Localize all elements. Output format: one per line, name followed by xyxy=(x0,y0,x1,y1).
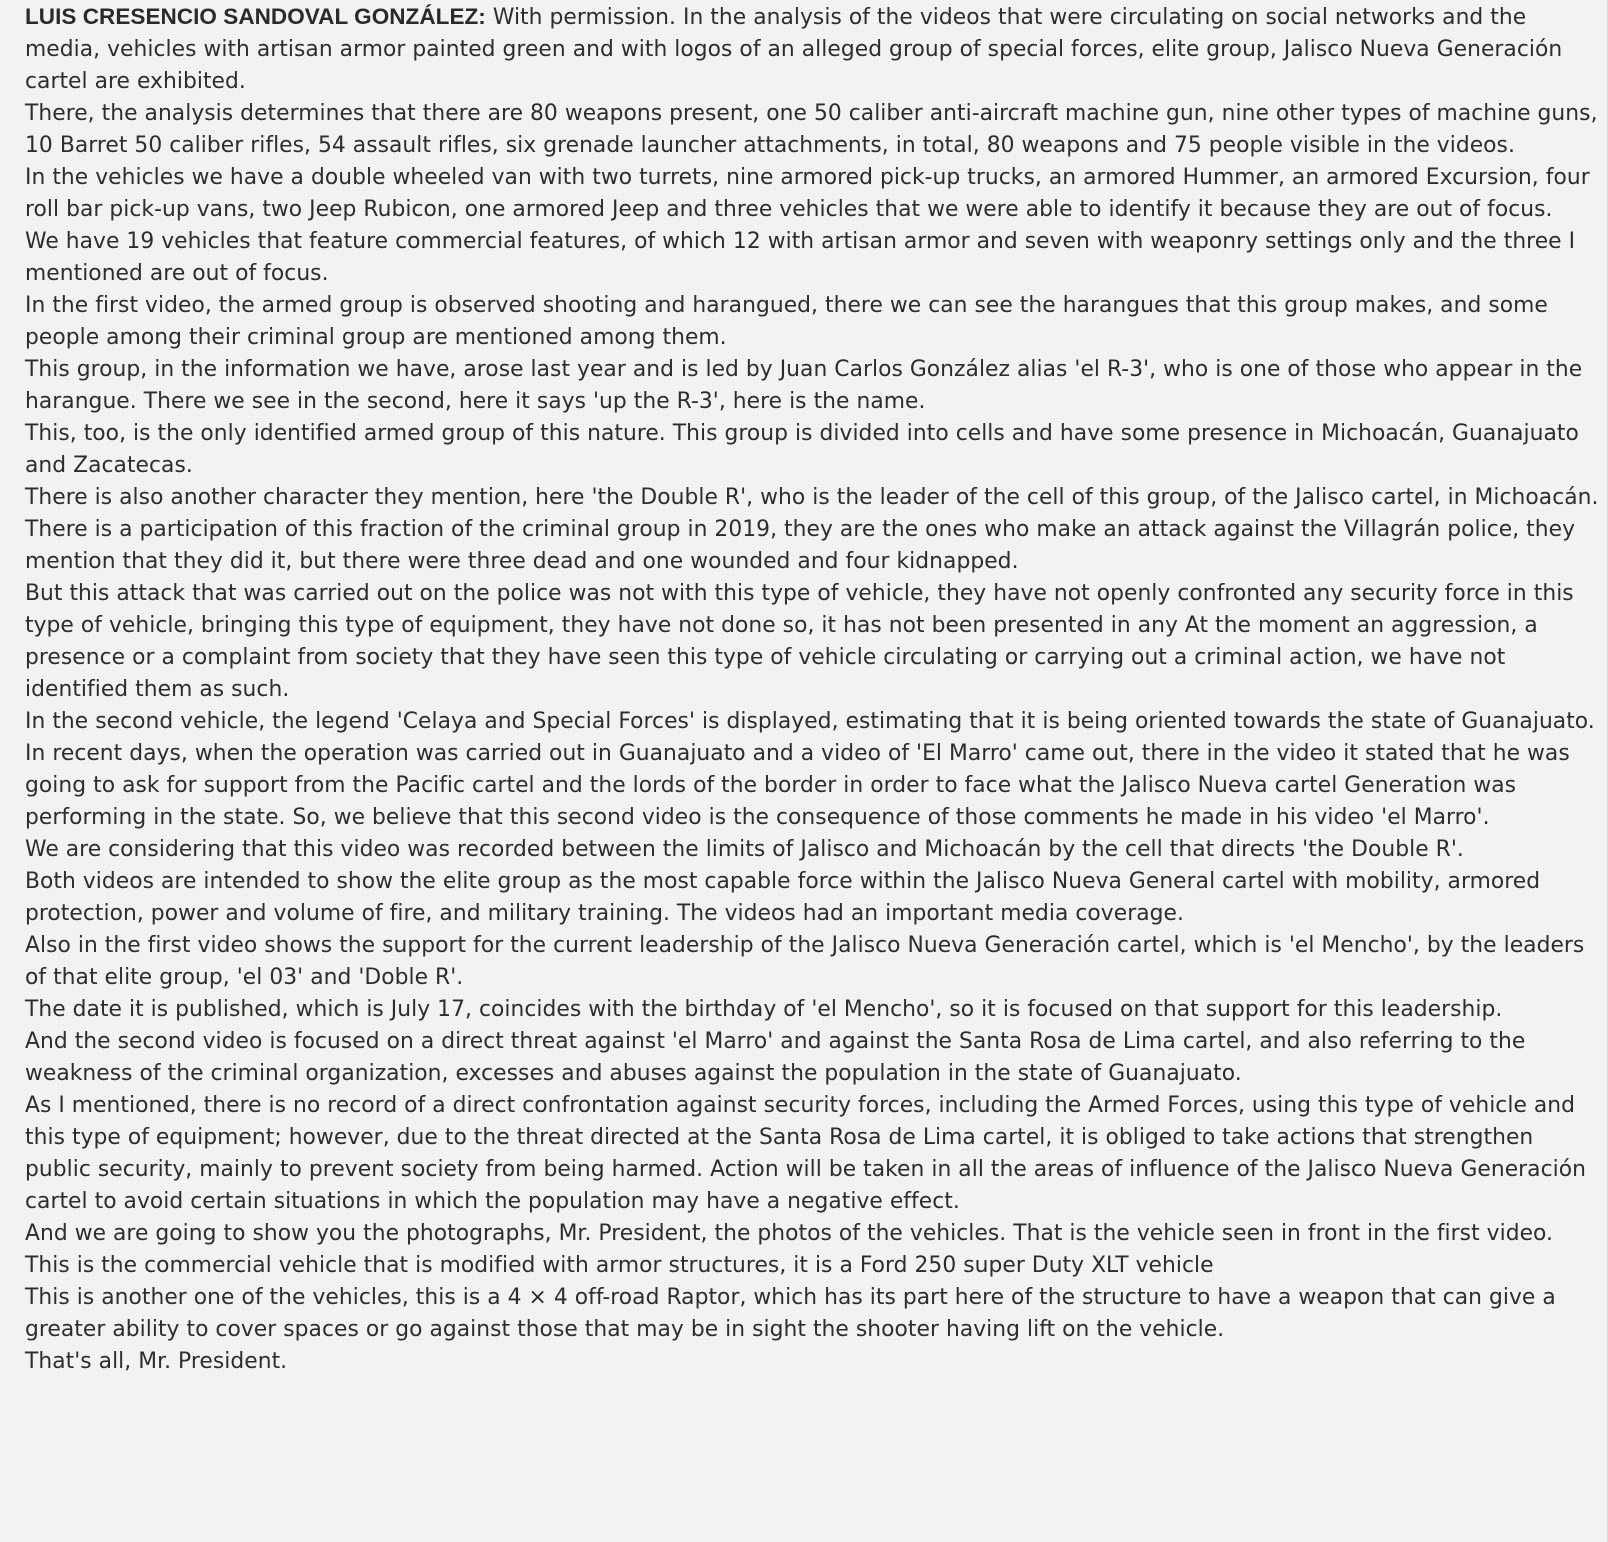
paragraph-5: In the first video, the armed group is observed shooting and harangued, there we can see the harangues that this group makes, and some people among their criminal group are mentioned among them. xyxy=(25,293,1548,350)
paragraph-20: This is another one of the vehicles, this is a 4 × 4 off-road Raptor, which has its part here of the structure to have a weapon that can give a greater ability to cover spaces or go against those that may be in sight the shooter having lift on the vehicle. xyxy=(25,1285,1556,1342)
paragraph-2: There, the analysis determines that there are 80 weapons present, one 50 caliber anti-aircraft machine gun, nine other types of machine guns, 10 Barret 50 caliber rifles, 54 assault rifles, six grenade launcher attachments, in total, 80 weapons and 75 people visible in the videos. xyxy=(25,101,1598,158)
paragraph-text: With permission. In the analysis of the videos that were circulating on social networks and the media, vehicles with artisan armor painted green and with logos of an alleged group of special forces, elite group, Jalisco Nueva Generación cartel are exhibited. xyxy=(25,5,1563,94)
paragraph-9: There is a participation of this fraction of the criminal group in 2019, they are the ones who make an attack against the Villagrán police, they mention that they did it, but there were three dead and one wounded and four kidnapped. xyxy=(25,517,1576,574)
paragraph-8: There is also another character they mention, here 'the Double R', who is the leader of the cell of this group, of the Jalisco cartel, in Michoacán. xyxy=(25,485,1599,510)
paragraph-17: And the second video is focused on a direct threat against 'el Marro' and against the Santa Rosa de Lima cartel, and also referring to the weakness of the criminal organization, excesses and abuses against the population in the state of Guanajuato. xyxy=(25,1029,1526,1086)
paragraph-10: But this attack that was carried out on the police was not with this type of vehicle, they have not openly confronted any security force in this type of vehicle, bringing this type of equipment, they have not done so, it has not been presented in any At the moment an aggression, a presence or a complaint from society that they have seen this type of vehicle circulating or carrying out a criminal action, we have not identified them as such. xyxy=(25,581,1574,702)
paragraph-6: This group, in the information we have, arose last year and is led by Juan Carlos González alias 'el R-3', who is one of those who appear in the harangue. There we see in the second, here it says 'up the R-3', here is the name. xyxy=(25,357,1583,414)
transcript-text xyxy=(25,1,1600,1378)
paragraph-1 xyxy=(25,1,1600,98)
paragraph-3: In the vehicles we have a double wheeled van with two turrets, nine armored pick-up trucks, an armored Hummer, an armored Excursion, four roll bar pick-up vans, two Jeep Rubicon, one armored Jeep and three vehicles that we were able to identify it because they are out of focus. xyxy=(25,165,1590,222)
paragraph-19: And we are going to show you the photographs, Mr. President, the photos of the vehicles. That is the vehicle seen in front in the first video. This is the commercial vehicle that is modified with armor structures, it is a Ford 250 super Duty XLT vehicle xyxy=(25,1221,1554,1278)
paragraph-12: In recent days, when the operation was carried out in Guanajuato and a video of 'El Marro' came out, there in the video it stated that he was going to ask for support from the Pacific cartel and the lords of the border in order to face what the Jalisco Nueva cartel Generation was performing in the state. So, we believe that this second video is the consequence of those comments he made in his video 'el Marro'. xyxy=(25,741,1570,830)
paragraph-4: We have 19 vehicles that feature commercial features, of which 12 with artisan armor and seven with weaponry settings only and the three I mentioned are out of focus. xyxy=(25,229,1576,286)
paragraph-7: This, too, is the only identified armed group of this nature. This group is divided into cells and have some presence in Michoacán, Guanajuato and Zacatecas. xyxy=(25,421,1579,478)
paragraph-11: In the second vehicle, the legend 'Celaya and Special Forces' is displayed, estimating that it is being oriented towards the state of Guanajuato. xyxy=(25,709,1595,734)
paragraph-15: Also in the first video shows the support for the current leadership of the Jalisco Nueva Generación cartel, which is 'el Mencho', by the leaders of that elite group, 'el 03' and 'Doble R'. xyxy=(25,933,1585,990)
paragraph-18: As I mentioned, there is no record of a direct confrontation against security forces, including the Armed Forces, using this type of vehicle and this type of equipment; however, due to the threat directed at the Santa Rosa de Lima cartel, it is obliged to take actions that strengthen public security, mainly to prevent society from being harmed. Action will be taken in all the areas of influence of the Jalisco Nueva Generación cartel to avoid certain situations in which the population may have a negative effect. xyxy=(25,1093,1586,1214)
paragraph-14: Both videos are intended to show the elite group as the most capable force within the Jalisco Nueva General cartel with mobility, armored protection, power and volume of fire, and military training. The videos had an important media coverage. xyxy=(25,869,1541,926)
speaker-name: LUIS CRESENCIO SANDOVAL GONZÁLEZ: xyxy=(25,4,486,29)
paragraph-13: We are considering that this video was recorded between the limits of Jalisco and Michoacán by the cell that directs 'the Double R'. xyxy=(25,837,1464,862)
paragraph-21: That's all, Mr. President. xyxy=(25,1349,288,1374)
paragraph-16: The date it is published, which is July 17, coincides with the birthday of 'el Mencho', so it is focused on that support for this leadership. xyxy=(25,997,1503,1022)
